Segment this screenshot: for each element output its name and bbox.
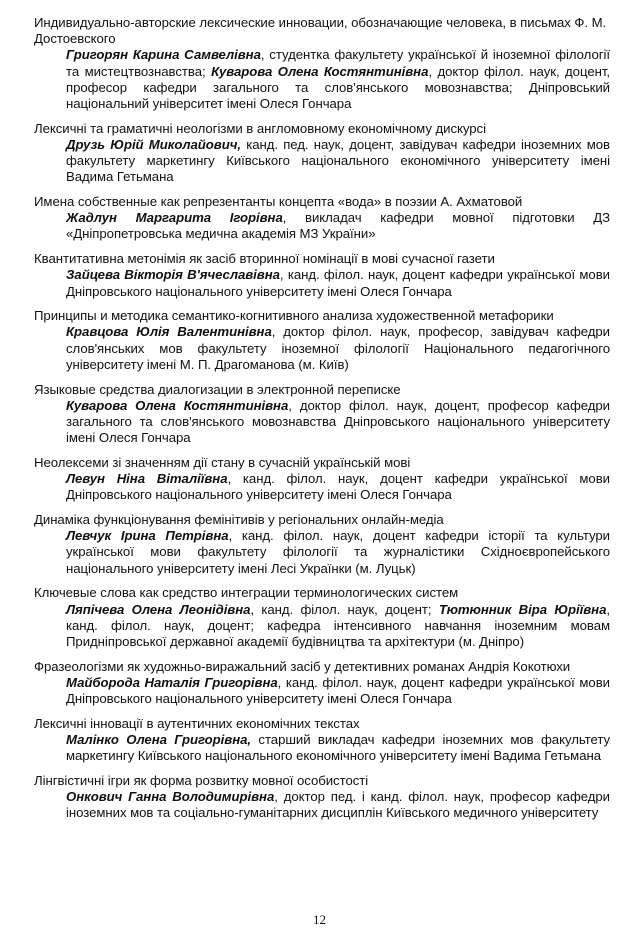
author-affiliation: , доктор пед. і канд. філол. наук, професор кафедри іноземних мов та соціально-гуманітарних дисциплін Київського медичного університету	[66, 789, 610, 821]
entry-title: Динаміка функціонування фемінітивів у регіональних онлайн-медіа	[34, 511, 444, 527]
entry-title: Индивидуально-авторские лексические инновации, обозначающие человека, в письмах Ф. М. Достоевского	[34, 15, 607, 47]
author-name: Жадлун Маргарита Ігорівна	[66, 210, 283, 226]
author-name: Григорян Карина Самвелівна	[66, 47, 261, 63]
author-affiliation: , викладач кафедри мовної підготовки ДЗ «Дніпропетровська медична академія МЗ України»	[66, 210, 610, 242]
author-affiliation: , доктор філол. наук, доцент, професор кафедри загального та слов'янського мовознавства; Дніпровський національний університет імені Олеся Гончара	[66, 63, 610, 112]
entry	[34, 585, 610, 650]
author-name: Кравцова Юлія Валентинівна	[66, 324, 272, 340]
entry-title: Фразеологізми як художньо-виражальний засіб у детективних романах Андрія Кокотюхи	[34, 658, 571, 674]
entry-title: Лінгвістичні ігри як форма розвитку мовної особистості	[34, 772, 369, 788]
entry-authors	[34, 471, 610, 503]
entry-authors	[34, 732, 610, 764]
author-affiliation: старший викладач кафедри іноземних мов факультету маркетингу Київського національного економічного університету імені Вадима Гетьмана	[66, 731, 610, 764]
author-affiliation: , канд. філол. наук, доцент кафедри української мови Дніпровського національного університету імені Олеся Гончара	[66, 471, 610, 503]
entry-title: Неолексеми зі значенням дії стану в сучасній українській мові	[34, 454, 411, 470]
entry	[34, 15, 610, 112]
author-name: Майборода Наталія Григорівна	[66, 674, 278, 690]
entry-title: Лексичні інновації в аутентичних економічних текстах	[34, 715, 360, 731]
author-name: Зайцева Вікторія В'ячеславівна	[66, 267, 280, 283]
author-affiliation: , студентка факультету української й іноземної філології та мистецтвознавства;	[66, 47, 610, 79]
entry-title: Принципы и методика семантико-когнитивного анализа художественной метафорики	[34, 308, 554, 324]
author-affiliation: , канд. філол. наук, доцент кафедри української мови Дніпровського національного університету імені Олеся Гончара	[66, 674, 610, 707]
entry-title: Ключевые слова как средство интеграции терминологических систем	[34, 585, 459, 601]
author-name: Левчук Ірина Петрівна	[66, 528, 229, 544]
entry	[34, 512, 610, 577]
entry	[34, 455, 610, 504]
entry-authors	[34, 137, 610, 186]
author-affiliation: , доктор філол. наук, доцент, професор кафедри загального та слов'янського мовознавства Дніпровського національного університету імені Олеся Гончара	[66, 397, 610, 446]
author-affiliation: , канд. філол. наук, доцент;	[250, 601, 439, 617]
entry-title: Лексичні та граматичні неологізми в англомовному економічному дискурсі	[34, 120, 486, 136]
entry-authors	[34, 675, 610, 707]
entry	[34, 773, 610, 822]
entry-authors	[34, 398, 610, 447]
entry-title: Имена собственные как репрезентанты концепта «вода» в поэзии А. Ахматовой	[34, 194, 523, 210]
author-name: Друзь Юрій Миколайович,	[66, 136, 241, 152]
page-number: 12	[313, 912, 326, 927]
entry	[34, 659, 610, 708]
entry-authors	[34, 47, 610, 112]
entry-authors	[34, 602, 610, 651]
entry	[34, 121, 610, 186]
entry	[34, 251, 610, 300]
entry	[34, 308, 610, 373]
author-name: Куварова Олена Костянтинівна	[66, 397, 289, 413]
author-name: Куварова Олена Костянтинівна	[211, 63, 429, 79]
entry-authors	[34, 789, 610, 821]
entry-title: Квантитативна метонімія як засіб вторинної номінації в мові сучасної газети	[34, 251, 495, 267]
entry	[34, 716, 610, 765]
author-name: Онкович Ганна Володимирівна	[66, 789, 275, 805]
author-affiliation: , доктор філол. наук, професор, завідувач кафедри слов'янських мов факультету іноземної філології Національного педагогічного університету імені М. П. Драгоманова (м. Київ)	[66, 324, 611, 372]
entry	[34, 382, 610, 447]
author-name: Левун Ніна Віталіївна	[66, 471, 228, 487]
entry-authors	[34, 267, 610, 299]
entry-authors	[34, 210, 610, 242]
author-affiliation: , канд. філол. наук, доцент; кафедра інтенсивного навчання іноземним мовам Придніпровської державної академії будівництва та архітектури (м. Дніпро)	[66, 601, 611, 649]
author-affiliation: , канд. філол. наук, доцент кафедри української мови Дніпровського національного університету імені Олеся Гончара	[66, 267, 610, 299]
author-affiliation: , канд. філол. наук, доцент кафедри історії та культури української мови факультету філології та журналістики Східноєвропейського національного університету імені Лесі Українки (м. Луцьк)	[66, 528, 610, 576]
entry-title: Языковые средства диалогизации в электронной переписке	[34, 381, 401, 397]
author-name: Ляпічева Олена Леонідівна	[66, 601, 251, 617]
entry-authors	[34, 528, 610, 577]
entry	[34, 194, 610, 243]
entry-authors	[34, 324, 610, 373]
author-name: Тютюнник Віра Юріївна	[438, 601, 607, 617]
author-affiliation: канд. пед. наук, доцент, завідувач кафедри іноземних мов факультету маркетингу Київського національного економічного університету імені Вадима Гетьмана	[66, 136, 610, 185]
author-name: Малінко Олена Григорівна,	[66, 731, 252, 747]
entry-list	[34, 15, 610, 830]
